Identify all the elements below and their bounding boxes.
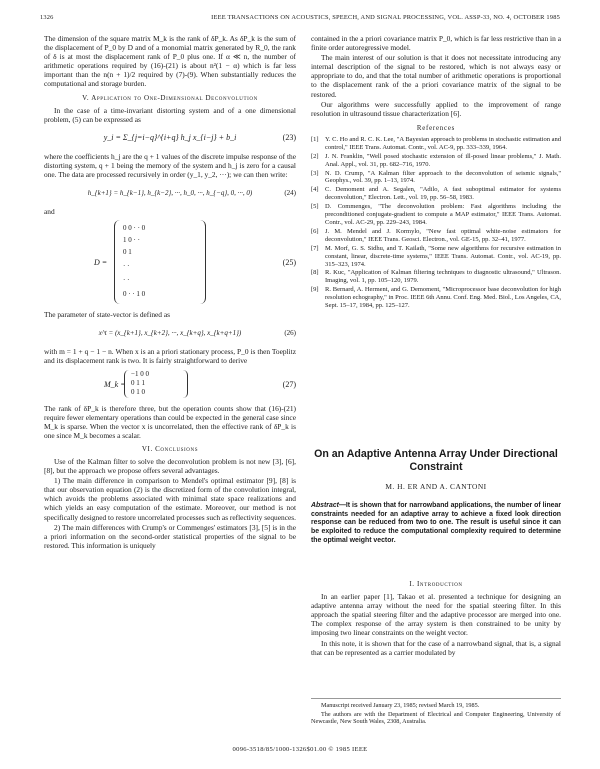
right-column [311, 34, 561, 311]
paragraph: 2) The main differences with Crump's or Commenges' estimators [3], [5] is in the a priori information on the second-order statistical properties of the signal to be restored. This information is uniquely [44, 522, 296, 550]
matrix-row: 1 0 · · [123, 236, 140, 245]
reference-number: [1] [311, 135, 319, 143]
matrix-row: 0 · · 1 0 [123, 290, 146, 299]
reference-number: [7] [311, 244, 319, 252]
equation-24 [44, 184, 296, 202]
matrix-row: 0 1 0 [131, 387, 145, 396]
reference-number: [9] [311, 286, 319, 294]
matrix-row: 0 1 [123, 248, 132, 257]
reference-item [311, 186, 561, 202]
footnote-text: The authors are with the Department of Electrical and Computer Engineering, University of Newcastle, New South Wales, 2308, Australia. [311, 710, 561, 726]
section-heading: V. Application to One-Dimensional Deconvolution [82, 93, 258, 102]
article-title: On an Adaptive Antenna Array Under Directional Constraint [314, 448, 558, 473]
reference-text: R. Bernard, A. Herment, and G. Demoment, "Microprocessor base deconvolution for high resolution echography," in Proc. IEEE 6th Annu. Conf. Eng. Med. Biol., Los Angeles, CA, Sept. 15–17, 1984, pp. 125–127. [325, 286, 561, 310]
reference-text: J. N. Franklin, "Well posed stochastic extension of ill-posed linear problems," J. Math. Anal. Appl., vol. 31, pp. 682–716, 1970. [325, 152, 561, 168]
reference-text: J. M. Mendel and J. Kormylo, "New fast optimal white-noise estimators for deconvolution," IEEE Trans. Geosci. Electron., vol. GE-15, pp. 32–41, 1977. [325, 227, 561, 243]
left-column [44, 34, 296, 551]
abstract-label: Abstract [311, 502, 339, 509]
matrix [114, 220, 206, 304]
paragraph: In this note, it is shown that for the case of a narrowband signal, that is, a signal that can be represented as a carrier modulated by [311, 638, 561, 657]
paragraph: where the coefficients h_j are the q + 1 values of the discrete impulse response of the distorting system, q + 1 being the memory of the system and h_j is zero for a causal one. The data are processed recursively in order (y_1, y_2, ···); we can then write: [44, 151, 296, 180]
reference-number: [5] [311, 203, 319, 211]
equation-27 [44, 370, 296, 400]
paragraph: Use of the Kalman filter to solve the deconvolution problem is not new [3], [6], [8], but the approach we propose offers several advantages. [44, 456, 296, 476]
reference-number: [3] [311, 169, 319, 177]
paragraph: with m = 1 + q − 1 − n. When x is an a priori stationary process, P_0 is then Toeplitz and its displacement rank is two. It is fairly straightforward to derive [44, 347, 296, 366]
equation-body: h_{k+1} = h_{k−1}, h_{k−2}, ···, h_0, ···, h_{−q}, 0, ···, 0) [87, 189, 253, 198]
reference-item [311, 136, 561, 152]
reference-text: Y. C. Ho and R. C. K. Lee, "A Bayesian approach to problems in stochastic estimation and control," IEEE Trans. Automat. Contr., vol. AC-9, pp. 333–339, 1964. [325, 135, 561, 151]
paragraph: In the case of a time-invariant distorting system and of a one dimensional problem, (5) can be expressed as [44, 105, 296, 124]
equation-number: (26) [284, 329, 296, 338]
reference-item [311, 245, 561, 269]
reference-number: [6] [311, 227, 319, 235]
matrix-row: 0 0 · · 0 [123, 224, 146, 233]
introduction [311, 580, 561, 658]
reference-number: [2] [311, 152, 319, 160]
footnote [311, 698, 561, 727]
paragraph: The main interest of our solution is that it does not necessitate introducing any internal description of the signal to be restored, which is not always easy or appropriate to do, and that the total number of arithmetic operations is proportional to the displacement rank of the a priori covariance matrix of the signal to be restored. [311, 53, 561, 99]
reference-item [311, 153, 561, 169]
equation-label: D = [94, 258, 108, 268]
paragraph: The parameter of state-vector is defined as [44, 310, 170, 320]
equation-number: (27) [282, 379, 296, 389]
reference-item [311, 286, 561, 310]
reference-text: C. Demoment and A. Segalen, "Adilo, A fast suboptimal estimator for systems deconvolution," Electron. Lett., vol. 19, pp. 56–58, 1983. [325, 186, 561, 202]
reference-number: [8] [311, 269, 319, 277]
reference-text: D. Commenges, "The deconvolution problem: Fast algorithms including the preconditioned conjugate-gradient to compute a MAP estimator," IEEE Trans. Automat. Contr., vol. AC-29, pp. 229–243, 1984. [325, 203, 561, 226]
section-heading: VI. Conclusions [141, 444, 199, 453]
reference-item [311, 269, 561, 285]
equation-26 [44, 324, 296, 342]
abstract [311, 502, 561, 546]
matrix-row: · · [123, 262, 130, 271]
section-heading: I. Introduction [409, 580, 463, 588]
equation-number: (25) [282, 258, 296, 268]
matrix-row: · · [123, 276, 130, 285]
abstract-text: —It is shown that for narrowband applications, the number of linear constraints needed for an adaptive array to achieve a fixed look direction response can be reduced from two to one. The result is useful since it can be exploited to reduce the computational complexity required to determine the optimal weight vector. [311, 502, 561, 544]
matrix-row: 0 1 1 [131, 378, 145, 387]
paragraph: 1) The main difference in comparison to Mendel's optimal estimator [9], [8] is that our observation equation (2) is the discretized form of the convolution integral, which avoids the problems associated with minimal state space realizations and which yields an easy computation of the estimate. Moreover, our method is not specifically designed to restore uncorrelated processes such as reflectivity sequences. [44, 476, 297, 522]
reference-list [311, 136, 561, 310]
reference-text: M. Morf, G. S. Sidhu, and T. Kailath, "Some new algorithms for recursive estimation in constant, linear, discrete-time systems," IEEE Trans. Automat. Contr., vol. AC-19, pp. 315–323, 1974. [325, 244, 561, 268]
matrix [124, 370, 188, 398]
paragraph: In an earlier paper [1], Takao et al. presented a technique for designing an adaptive antenna array without the need for the spatial steering filter. In this approach the spatial steering filter and the adaptive processor are merged into one. The complex response of the array system is then constrained to be unity by imposing two linear constraints on the weight vector. [311, 592, 561, 638]
article-authors: M. H. ER AND A. CANTONI [385, 482, 487, 491]
equation-body: x^t = (x_{k+1}, x_{k+2}, ···, x_{k+q}, x_{k+q+1}) [98, 329, 242, 338]
equation-number: (24) [284, 189, 296, 198]
paragraph: contained in the a priori covariance matrix P_0, which is far less restrictive than in a finite order autoregressive model. [311, 34, 561, 53]
reference-item [311, 228, 561, 244]
equation-23 [44, 129, 296, 147]
equation-body: y_i = Σ_{j=i−q}^{i+q} h_j x_{i−j} + b_i [103, 132, 237, 142]
copyright-line: 0096-3518/85/1000-1326$01.00 © 1985 IEEE [232, 746, 368, 753]
equation-number: (23) [282, 132, 296, 142]
matrix-row: −1 0 0 [131, 369, 149, 378]
page-number: 1326 [40, 14, 54, 21]
reference-text: R. Kuc, "Application of Kalman filtering techniques to diagnostic ultrasound," Ultrason. Imaging, vol. 1, pp. 105–120, 1979. [325, 269, 561, 285]
reference-text: N. D. Crump, "A Kalman filter approach to the deconvolution of seismic signals," Geophys., vol. 39, pp. 1–13, 1974. [325, 169, 561, 185]
footnote-text: Manuscript received January 23, 1985; revised March 19, 1985. [321, 702, 480, 709]
paragraph: and [44, 207, 55, 217]
paragraph: Our algorithms were successfully applied to the improvement of range resolution in ultrasound tissue characterization [6]. [311, 99, 561, 118]
references-heading: References [416, 124, 456, 132]
paragraph: The dimension of the square matrix M_k is the rank of δP_k. As δP_k is the sum of the displacement of P_0 by D and of a monomial matrix generated by R_0, the rank of δ is at most the displacement rank of P_0 plus one. If α ≪ n, the number of arithmetic operations required by (16)-(21) is about n²(1 − α) which is far less important than the n(n + 1)/2 required by (7)-(9). When substantially reduces the computational and storage burden. [44, 34, 296, 89]
equation-label: M_k = [104, 379, 126, 389]
reference-item [311, 170, 561, 186]
journal-header: IEEE TRANSACTIONS ON ACOUSTICS, SPEECH, AND SIGNAL PROCESSING, VOL. ASSP-33, NO. 4, OCTOBER 1985 [211, 14, 560, 21]
reference-number: [4] [311, 186, 319, 194]
equation-25 [44, 220, 296, 306]
paragraph: The rank of δP_k is therefore three, but the operation counts show that (16)-(21) require fewer elementary operations than could be expected in the general case since M_k is sparse. When the vector x is uncorrelated, then the effective rank of δP_k is one since M_k becomes a scalar. [44, 403, 296, 440]
reference-item [311, 203, 561, 227]
